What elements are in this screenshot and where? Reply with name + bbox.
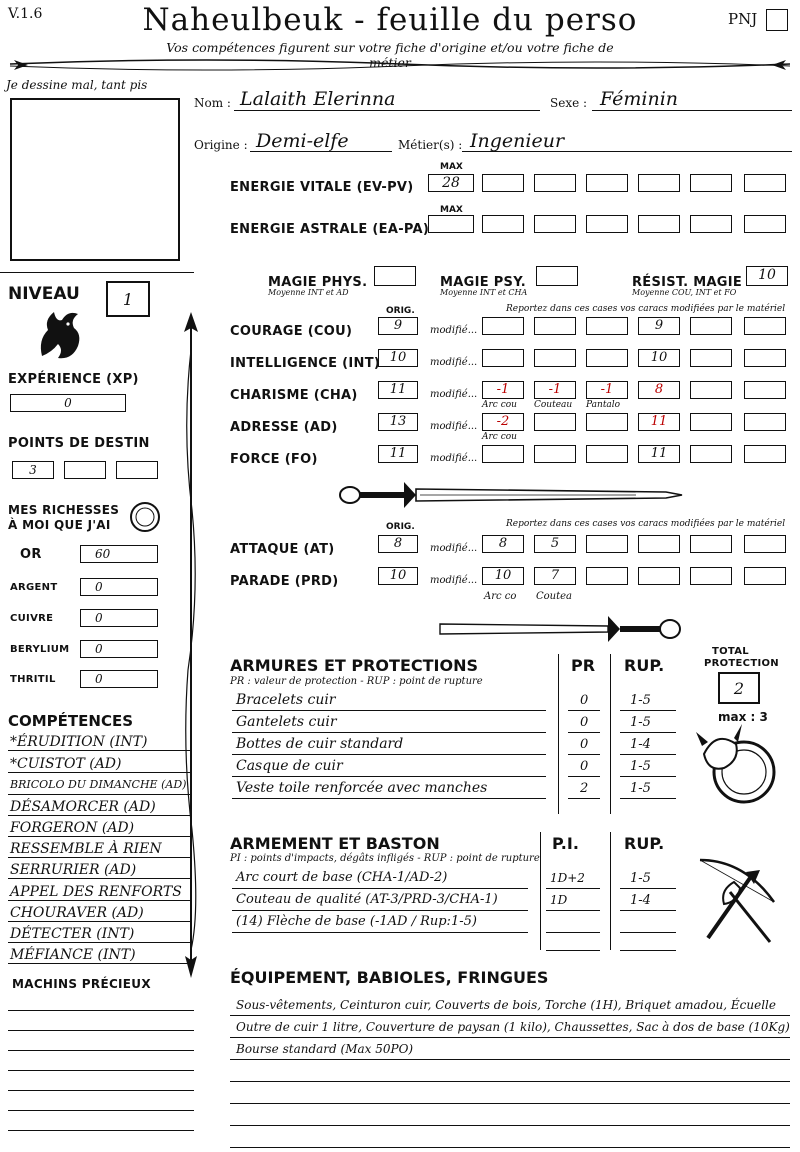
armure-pr[interactable]: 0	[580, 715, 589, 730]
armure-rup[interactable]: 1-5	[630, 759, 651, 774]
carac-mod-box[interactable]: 11	[638, 445, 680, 463]
niveau-box[interactable]: 1	[106, 281, 150, 317]
total-max: max : 3	[718, 710, 768, 724]
carac-orig-box[interactable]: 10	[378, 349, 418, 367]
pnj-checkbox[interactable]	[766, 9, 788, 31]
richesses-label-2: À MOI QUE J'AI	[8, 518, 111, 532]
orig-label: ORIG.	[386, 306, 415, 316]
weapons-icon	[690, 852, 786, 952]
machins-line[interactable]	[8, 1070, 194, 1071]
carac-label: CHARISME (CHA)	[230, 388, 358, 403]
money-box[interactable]: 0	[80, 670, 158, 688]
sheet-subtitle: Vos compétences figurent sur votre fiche d'origine et/ou votre fiche de métier	[166, 40, 614, 70]
max-label: MAX	[440, 162, 463, 172]
money-box[interactable]: 0	[80, 578, 158, 596]
carac-mod-box[interactable]: -1	[482, 381, 524, 399]
carac-orig-box[interactable]: 9	[378, 317, 418, 335]
destin-box-1[interactable]: 3	[12, 461, 54, 479]
nom-value[interactable]: Lalaith Elerinna	[240, 88, 396, 110]
competence-item[interactable]: CHOURAVER (AD)	[10, 905, 144, 921]
armure-rup[interactable]: 1-5	[630, 693, 651, 708]
combat-label: PARADE (PRD)	[230, 574, 339, 589]
machins-line[interactable]	[8, 1130, 194, 1131]
carac-label: ADRESSE (AD)	[230, 420, 338, 435]
arme-name[interactable]: Couteau de qualité (AT-3/PRD-3/CHA-1)	[236, 892, 498, 907]
xp-box[interactable]: 0	[10, 394, 126, 412]
metier-value[interactable]: Ingenieur	[470, 130, 565, 152]
competence-item[interactable]: BRICOLO DU DIMANCHE (AD)	[10, 778, 187, 791]
carac-mod-box[interactable]	[744, 445, 786, 463]
arme-name[interactable]: Arc court de base (CHA-1/AD-2)	[236, 870, 448, 885]
xp-label: EXPÉRIENCE (XP)	[8, 372, 139, 387]
competence-item[interactable]: FORGERON (AD)	[10, 820, 135, 836]
ev-track-box[interactable]	[586, 174, 628, 192]
carac-mod-box[interactable]	[534, 445, 576, 463]
total-label-2: PROTECTION	[704, 658, 779, 669]
combat-mod-box[interactable]	[744, 567, 786, 585]
max-label-2: MAX	[440, 205, 463, 215]
magie-psy-box[interactable]	[536, 266, 578, 286]
combat-orig-box[interactable]: 10	[378, 567, 418, 585]
combat-mod-box[interactable]	[638, 567, 680, 585]
sexe-label: Sexe :	[550, 96, 588, 110]
magie-phys-sub: Moyenne INT et AD	[268, 288, 349, 297]
magie-psy-label: MAGIE PSY.	[440, 275, 527, 290]
col-pi: P.I.	[552, 834, 579, 853]
carac-mod-box[interactable]	[482, 349, 524, 367]
arme-rup[interactable]: 1-5	[630, 871, 651, 886]
combat-mod-box[interactable]	[690, 567, 732, 585]
armure-pr[interactable]: 2	[580, 781, 589, 796]
carac-mod-box[interactable]: -1	[534, 381, 576, 399]
money-box[interactable]: 60	[80, 545, 158, 563]
armure-name[interactable]: Bottes de cuir standard	[236, 736, 404, 752]
carac-mod-box[interactable]: 8	[638, 381, 680, 399]
carac-mod-box[interactable]	[534, 317, 576, 335]
carac-mod-box[interactable]: 9	[638, 317, 680, 335]
combat-mod-box[interactable]: 8	[482, 535, 524, 553]
armure-name[interactable]: Gantelets cuir	[236, 714, 337, 730]
armure-name[interactable]: Casque de cuir	[236, 758, 343, 774]
ea-track-box[interactable]	[586, 215, 628, 233]
ev-max-box[interactable]: 28	[428, 174, 474, 192]
machins-line[interactable]	[8, 1110, 194, 1111]
armure-rup[interactable]: 1-4	[630, 737, 651, 752]
nom-label: Nom :	[194, 96, 231, 110]
col-rup: RUP.	[624, 656, 665, 675]
money-label: ARGENT	[10, 582, 58, 593]
portrait-box[interactable]	[10, 98, 180, 261]
money-box[interactable]: 0	[80, 609, 158, 627]
machins-title: MACHINS PRÉCIEUX	[12, 977, 151, 991]
carac-mod-box[interactable]: -1	[586, 381, 628, 399]
origine-value[interactable]: Demi-elfe	[256, 130, 349, 152]
carac-mod-box[interactable]	[586, 349, 628, 367]
carac-label: COURAGE (COU)	[230, 324, 353, 339]
competence-item[interactable]: DÉSAMORCER (AD)	[10, 799, 156, 815]
armure-rup[interactable]: 1-5	[630, 715, 651, 730]
carac-mod-box[interactable]	[482, 317, 524, 335]
divider	[0, 272, 194, 273]
combat-mod-box[interactable]	[744, 535, 786, 553]
resist-magie-label: RÉSIST. MAGIE	[632, 275, 743, 290]
combat-label: ATTAQUE (AT)	[230, 542, 335, 557]
carac-mod-box[interactable]	[744, 381, 786, 399]
competence-item[interactable]: SERRURIER (AD)	[10, 862, 137, 878]
carac-mod-box[interactable]	[586, 445, 628, 463]
ev-track-box[interactable]	[534, 174, 576, 192]
pnj-label: PNJ	[728, 10, 758, 28]
combat-mod-box[interactable]	[586, 567, 628, 585]
carac-mod-box[interactable]	[586, 413, 628, 431]
armement-sub: PI : points d'impacts, dégâts infligés - RUP : point de rupture	[230, 853, 540, 864]
armure-pr[interactable]: 0	[580, 693, 589, 708]
combat-orig-box[interactable]: 8	[378, 535, 418, 553]
modif-label: modifié...	[430, 325, 478, 336]
machins-line[interactable]	[8, 1010, 194, 1011]
money-box[interactable]: 0	[80, 640, 158, 658]
dragon-icon	[34, 306, 86, 362]
carac-mod-box[interactable]	[534, 413, 576, 431]
metier-label: Métier(s) :	[398, 138, 463, 152]
competence-item[interactable]: DÉTECTER (INT)	[10, 926, 135, 942]
coin-icon	[128, 500, 162, 534]
competence-item[interactable]: *CUISTOT (AD)	[10, 756, 122, 772]
richesses-label-1: MES RICHESSES	[8, 503, 120, 517]
ea-track-box[interactable]	[690, 215, 732, 233]
combat-note-2: Coutea	[536, 591, 573, 602]
combat-note: Reportez dans ces cases vos caracs modifiées par le matériel	[506, 519, 786, 529]
spear-ornament	[178, 310, 204, 980]
money-label: OR	[20, 547, 42, 562]
sword-ornament	[336, 478, 686, 512]
orig-label-combat: ORIG.	[386, 522, 415, 532]
version-label: V.1.6	[8, 6, 43, 22]
carac-mod-box[interactable]	[690, 381, 732, 399]
combat-mod-box[interactable]	[690, 535, 732, 553]
ea-max-box[interactable]	[428, 215, 474, 233]
arme-pi[interactable]: 1D+2	[550, 871, 585, 885]
ev-track-box[interactable]	[638, 174, 680, 192]
money-label: BERYLIUM	[10, 644, 70, 655]
machins-line[interactable]	[8, 1090, 194, 1091]
carac-label: INTELLIGENCE (INT)	[230, 356, 381, 371]
modif-label: modifié...	[430, 575, 478, 586]
carac-mod-box[interactable]	[690, 349, 732, 367]
competence-item[interactable]: RESSEMBLE À RIEN	[10, 841, 162, 857]
magie-phys-label: MAGIE PHYS.	[268, 275, 368, 290]
armure-pr[interactable]: 0	[580, 737, 589, 752]
combat-mod-box[interactable]	[638, 535, 680, 553]
money-label: THRITIL	[10, 674, 56, 685]
armure-rup[interactable]: 1-5	[630, 781, 651, 796]
equipement-line[interactable]: Outre de cuir 1 litre, Couverture de paysan (1 kilo), Chaussettes, Sac à dos de base (10Kg)	[236, 1020, 790, 1034]
equipement-line[interactable]: Sous-vêtements, Ceinturon cuir, Couverts de bois, Torche (1H), Briquet amadou, Écuelle	[236, 998, 776, 1012]
sexe-value[interactable]: Féminin	[600, 88, 679, 110]
carac-orig-box[interactable]: 11	[378, 445, 418, 463]
total-protection-box[interactable]: 2	[718, 672, 760, 704]
competence-item[interactable]: APPEL DES RENFORTS	[10, 884, 182, 900]
carac-mod-box[interactable]	[690, 413, 732, 431]
destin-label: POINTS DE DESTIN	[8, 436, 150, 451]
carac-mod-box[interactable]	[690, 445, 732, 463]
ea-label: ENERGIE ASTRALE (EA-PA)	[230, 222, 430, 237]
ev-track-box[interactable]	[482, 174, 524, 192]
machins-line[interactable]	[8, 1030, 194, 1031]
combat-mod-box[interactable]: 5	[534, 535, 576, 553]
armure-name[interactable]: Veste toile renforcée avec manches	[236, 780, 488, 796]
competence-item[interactable]: *ÉRUDITION (INT)	[10, 734, 148, 750]
machins-line[interactable]	[8, 1050, 194, 1051]
combat-mod-box[interactable]	[586, 535, 628, 553]
carac-label: FORCE (FO)	[230, 452, 318, 467]
carac-mod-box[interactable]: -2	[482, 413, 524, 431]
money-label: CUIVRE	[10, 613, 54, 624]
ea-track-box[interactable]	[744, 215, 786, 233]
combat-mod-box[interactable]: 7	[534, 567, 576, 585]
carac-note: Pantalo	[586, 400, 621, 410]
carac-note: Arc cou	[482, 432, 517, 442]
resist-magie-box[interactable]: 10	[746, 266, 788, 286]
ea-track-box[interactable]	[638, 215, 680, 233]
destin-box-2[interactable]	[64, 461, 106, 479]
carac-mod-box[interactable]	[586, 317, 628, 335]
equipement-line[interactable]: Bourse standard (Max 50PO)	[236, 1042, 414, 1056]
combat-mod-box[interactable]: 10	[482, 567, 524, 585]
competences-title: COMPÉTENCES	[8, 712, 134, 730]
competence-item[interactable]: MÉFIANCE (INT)	[10, 947, 136, 963]
shield-helmet-icon	[694, 724, 780, 810]
origine-label: Origine :	[194, 138, 248, 152]
carac-mod-box[interactable]	[534, 349, 576, 367]
resist-magie-sub: Moyenne COU, INT et FO	[632, 288, 737, 297]
magie-psy-sub: Moyenne INT et CHA	[440, 288, 528, 297]
combat-note-1: Arc co	[484, 591, 517, 602]
ev-track-box[interactable]	[744, 174, 786, 192]
sheet-title: Naheulbeuk - feuille du perso	[142, 2, 638, 38]
col-rup-2: RUP.	[624, 834, 665, 853]
armures-title: ARMURES ET PROTECTIONS	[230, 656, 478, 675]
carac-mod-box[interactable]	[744, 349, 786, 367]
carac-mod-box[interactable]	[482, 445, 524, 463]
armure-pr[interactable]: 0	[580, 759, 589, 774]
carac-orig-box[interactable]: 11	[378, 381, 418, 399]
carac-mod-box[interactable]	[744, 317, 786, 335]
carac-mod-box[interactable]	[690, 317, 732, 335]
carac-note: Arc cou	[482, 400, 517, 410]
col-pr: PR	[571, 656, 596, 675]
modif-label: modifié...	[430, 357, 478, 368]
modif-label: modifié...	[430, 543, 478, 554]
carac-mod-box[interactable]: 10	[638, 349, 680, 367]
caracs-note: Reportez dans ces cases vos caracs modifiées par le matériel	[506, 304, 786, 314]
armures-sub: PR : valeur de protection - RUP : point de rupture	[230, 676, 483, 687]
armure-name[interactable]: Bracelets cuir	[236, 692, 336, 708]
ev-track-box[interactable]	[690, 174, 732, 192]
arme-rup[interactable]: 1-4	[630, 893, 651, 908]
header-ornament	[8, 54, 792, 76]
carac-orig-box[interactable]: 13	[378, 413, 418, 431]
armement-title: ARMEMENT ET BASTON	[230, 834, 440, 853]
equipement-title: ÉQUIPEMENT, BABIOLES, FRINGUES	[230, 968, 549, 987]
modif-label: modifié...	[430, 421, 478, 432]
carac-note: Couteau	[534, 400, 573, 410]
sword-ornament-2	[438, 610, 686, 646]
ea-track-box[interactable]	[534, 215, 576, 233]
portrait-caption: Je dessine mal, tant pis	[6, 78, 148, 92]
arme-name[interactable]: (14) Flèche de base (-1AD / Rup:1-5)	[236, 914, 477, 929]
niveau-label: NIVEAU	[8, 284, 80, 304]
carac-mod-box[interactable]: 11	[638, 413, 680, 431]
modif-label: modifié...	[430, 389, 478, 400]
magie-phys-box[interactable]	[374, 266, 416, 286]
carac-mod-box[interactable]	[744, 413, 786, 431]
total-label-1: TOTAL	[712, 646, 749, 657]
arme-pi[interactable]: 1D	[550, 893, 568, 907]
ev-label: ENERGIE VITALE (EV-PV)	[230, 180, 414, 195]
modif-label: modifié...	[430, 453, 478, 464]
destin-box-3[interactable]	[116, 461, 158, 479]
ea-track-box[interactable]	[482, 215, 524, 233]
